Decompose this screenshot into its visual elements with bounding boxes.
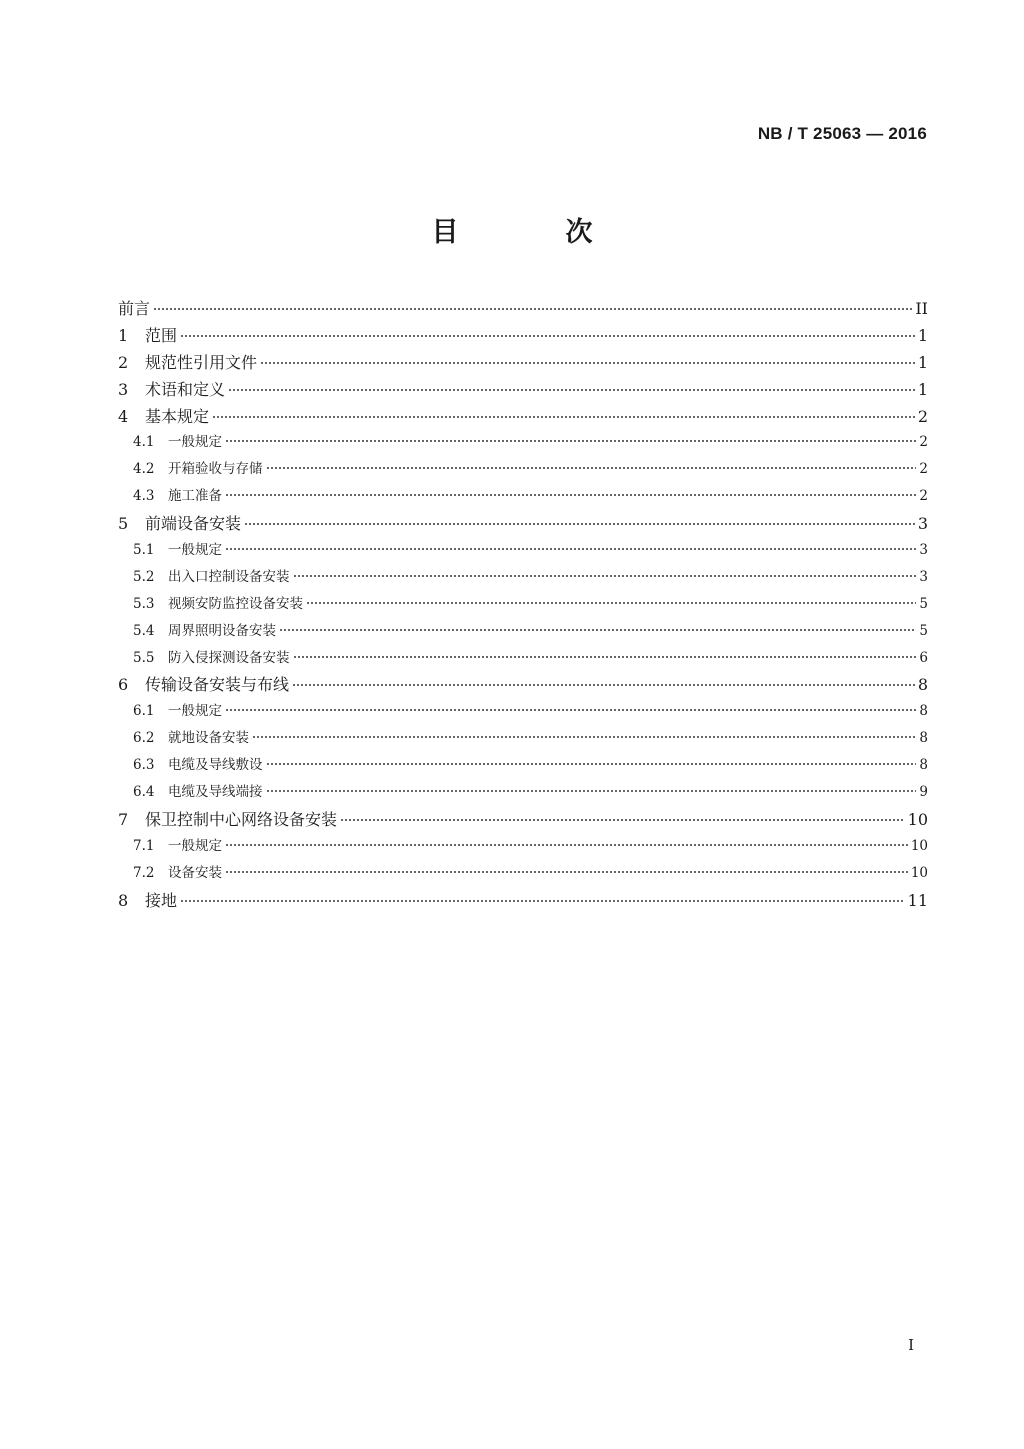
toc-entry-page: 8 xyxy=(917,675,928,695)
toc-entry-number: 5.2 xyxy=(133,568,155,585)
toc-entry[interactable] xyxy=(118,807,928,834)
toc-entry-number: 6.4 xyxy=(133,784,155,801)
toc-subentry[interactable] xyxy=(118,538,928,565)
leader-dots xyxy=(293,656,917,658)
leader-dots xyxy=(225,844,908,846)
toc-entry-page: 5 xyxy=(919,622,928,639)
leader-dots xyxy=(252,736,916,738)
leader-dots xyxy=(180,335,915,337)
toc-entry-number: 5.5 xyxy=(133,649,155,666)
toc-entry-number: 7.2 xyxy=(133,864,155,881)
leader-dots xyxy=(292,684,915,686)
toc-subentry[interactable] xyxy=(118,484,928,511)
toc-entry-number: 6.2 xyxy=(133,730,155,747)
toc-entry[interactable] xyxy=(118,350,928,377)
toc-entry-number: 5.3 xyxy=(133,595,155,612)
toc-entry-label: 规范性引用文件 xyxy=(145,352,258,372)
toc-entry-page: 10 xyxy=(910,837,928,854)
leader-dots xyxy=(153,308,912,310)
toc-entry-page: 3 xyxy=(919,542,928,559)
toc-entry-label: 保卫控制中心网络设备安装 xyxy=(145,809,338,829)
leader-dots xyxy=(279,629,916,631)
toc-entry-page: 6 xyxy=(919,649,928,666)
toc-entry[interactable] xyxy=(118,323,928,350)
toc-entry-page: 11 xyxy=(907,890,928,910)
toc-entry-page: II xyxy=(915,299,928,318)
toc-subentry[interactable] xyxy=(118,592,928,619)
toc-entry-label: 接地 xyxy=(145,890,178,910)
toc-entry-label: 一般规定 xyxy=(168,542,222,559)
toc-entry-number: 4 xyxy=(118,406,129,426)
toc-subentry[interactable] xyxy=(118,726,928,753)
leader-dots xyxy=(306,602,916,604)
toc-subentry[interactable] xyxy=(118,565,928,592)
toc-entry-label: 一般规定 xyxy=(168,837,222,854)
toc-entry-number: 6 xyxy=(118,675,129,695)
toc-entry-label: 术语和定义 xyxy=(145,379,226,399)
leader-dots xyxy=(225,871,908,873)
leader-dots xyxy=(228,389,915,391)
toc-entry-label: 范围 xyxy=(145,325,178,345)
leader-dots xyxy=(266,763,917,765)
toc-entry[interactable] xyxy=(118,296,928,323)
leader-dots xyxy=(180,900,905,902)
table-of-contents xyxy=(118,296,928,914)
toc-entry-number: 5.1 xyxy=(133,542,155,559)
toc-entry-label: 出入口控制设备安装 xyxy=(168,568,290,585)
toc-entry-page: 3 xyxy=(919,568,928,585)
toc-entry-label: 电缆及导线端接 xyxy=(168,784,263,801)
page-title: 目 次 xyxy=(431,217,633,248)
toc-entry-label: 一般规定 xyxy=(168,434,222,451)
leader-dots xyxy=(225,548,916,550)
toc-entry-number: 7.1 xyxy=(133,837,155,854)
toc-entry-label: 电缆及导线敷设 xyxy=(168,757,263,774)
toc-subentry[interactable] xyxy=(118,780,928,807)
leader-dots xyxy=(266,790,917,792)
toc-entry-label: 一般规定 xyxy=(168,703,222,720)
toc-entry-label: 传输设备安装与布线 xyxy=(145,675,290,695)
leader-dots xyxy=(225,709,916,711)
toc-entry-number: 8 xyxy=(118,890,129,910)
toc-entry-page: 2 xyxy=(919,461,928,478)
toc-entry-number: 2 xyxy=(118,352,129,372)
toc-entry-label: 基本规定 xyxy=(145,406,210,426)
leader-dots xyxy=(266,467,917,469)
toc-subentry[interactable] xyxy=(118,646,928,673)
toc-entry-page: 8 xyxy=(919,757,928,774)
toc-entry-page: 3 xyxy=(917,514,928,534)
toc-entry-page: 1 xyxy=(917,379,928,399)
page-number: I xyxy=(908,1336,914,1354)
toc-subentry[interactable] xyxy=(118,861,928,888)
toc-entry-label: 防入侵探测设备安装 xyxy=(168,649,290,666)
leader-dots xyxy=(293,575,917,577)
toc-entry-label: 视频安防监控设备安装 xyxy=(168,595,303,612)
toc-entry-page: 2 xyxy=(919,488,928,505)
toc-subentry[interactable] xyxy=(118,457,928,484)
toc-entry-label: 前端设备安装 xyxy=(145,514,242,534)
toc-entry[interactable] xyxy=(118,672,928,699)
toc-entry-page: 8 xyxy=(919,703,928,720)
toc-entry-number: 5 xyxy=(118,514,129,534)
toc-entry-page: 10 xyxy=(910,864,928,881)
toc-subentry[interactable] xyxy=(118,834,928,861)
toc-entry-page: 1 xyxy=(917,352,928,372)
leader-dots xyxy=(225,494,916,496)
toc-entry-page: 8 xyxy=(919,730,928,747)
toc-entry-number: 3 xyxy=(118,379,129,399)
toc-entry-label: 施工准备 xyxy=(168,488,222,505)
toc-entry-number: 4.2 xyxy=(133,461,155,478)
toc-entry-page: 5 xyxy=(919,595,928,612)
leader-dots xyxy=(244,523,915,525)
toc-entry-number: 6.1 xyxy=(133,703,155,720)
toc-entry-label: 就地设备安装 xyxy=(168,730,249,747)
toc-entry-page: 2 xyxy=(919,434,928,451)
toc-entry-label: 开箱验收与存储 xyxy=(168,461,263,478)
toc-entry-number: 5.4 xyxy=(133,622,155,639)
leader-dots xyxy=(212,416,915,418)
toc-subentry[interactable] xyxy=(118,699,928,726)
standard-code: NB / T 25063 — 2016 xyxy=(757,124,927,143)
toc-entry[interactable] xyxy=(118,511,928,538)
toc-entry-number: 6.3 xyxy=(133,757,155,774)
toc-entry-label: 前言 xyxy=(118,299,151,318)
toc-subentry[interactable] xyxy=(118,430,928,457)
leader-dots xyxy=(260,362,915,364)
toc-subentry[interactable] xyxy=(118,619,928,646)
toc-entry[interactable] xyxy=(118,404,928,431)
leader-dots xyxy=(340,819,905,821)
toc-entry-page: 2 xyxy=(917,406,928,426)
leader-dots xyxy=(225,440,916,442)
toc-entry[interactable] xyxy=(118,888,928,915)
toc-entry-page: 10 xyxy=(907,809,928,829)
toc-entry[interactable] xyxy=(118,377,928,404)
toc-entry-page: 9 xyxy=(919,784,928,801)
toc-subentry[interactable] xyxy=(118,753,928,780)
toc-entry-number: 7 xyxy=(118,809,129,829)
toc-entry-label: 周界照明设备安装 xyxy=(168,622,276,639)
toc-entry-label: 设备安装 xyxy=(168,864,222,881)
toc-entry-number: 1 xyxy=(118,325,129,345)
toc-entry-number: 4.3 xyxy=(133,488,155,505)
toc-entry-page: 1 xyxy=(917,325,928,345)
toc-entry-number: 4.1 xyxy=(133,434,155,451)
